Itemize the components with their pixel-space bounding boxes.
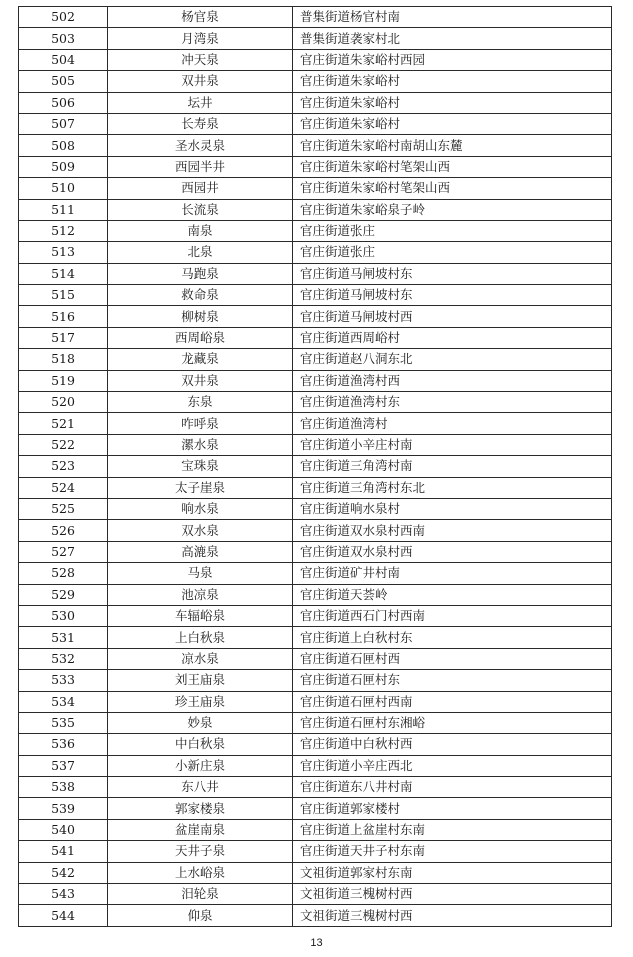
row-number: 527 xyxy=(19,541,108,562)
spring-location: 官庄街道中白秋村西 xyxy=(293,734,612,755)
row-number: 521 xyxy=(19,413,108,434)
table-row xyxy=(19,477,612,498)
spring-location: 官庄街道上盆崖村东南 xyxy=(293,819,612,840)
spring-name: 漯水泉 xyxy=(108,434,293,455)
spring-name: 上白秋泉 xyxy=(108,627,293,648)
table-row xyxy=(19,627,612,648)
spring-location: 官庄街道三角湾村东北 xyxy=(293,477,612,498)
spring-location: 官庄街道张庄 xyxy=(293,242,612,263)
table-row xyxy=(19,92,612,113)
spring-location: 官庄街道马闸坡村西 xyxy=(293,306,612,327)
spring-name: 太子崖泉 xyxy=(108,477,293,498)
row-number: 524 xyxy=(19,477,108,498)
spring-name: 天井子泉 xyxy=(108,841,293,862)
spring-location: 官庄街道双水泉村西南 xyxy=(293,520,612,541)
spring-name: 上水峪泉 xyxy=(108,862,293,883)
spring-name: 仰泉 xyxy=(108,905,293,926)
spring-location: 官庄街道郭家楼村 xyxy=(293,798,612,819)
spring-name: 刘王庙泉 xyxy=(108,670,293,691)
spring-name: 池凉泉 xyxy=(108,584,293,605)
spring-location: 官庄街道赵八洞东北 xyxy=(293,349,612,370)
table-row xyxy=(19,199,612,220)
row-number: 525 xyxy=(19,498,108,519)
table-row xyxy=(19,884,612,905)
table-row xyxy=(19,7,612,28)
spring-table-body xyxy=(19,7,612,927)
row-number: 507 xyxy=(19,113,108,134)
spring-name: 月湾泉 xyxy=(108,28,293,49)
table-row xyxy=(19,178,612,199)
row-number: 504 xyxy=(19,49,108,70)
spring-name: 马泉 xyxy=(108,563,293,584)
spring-name: 长寿泉 xyxy=(108,113,293,134)
row-number: 512 xyxy=(19,220,108,241)
row-number: 540 xyxy=(19,819,108,840)
table-row xyxy=(19,71,612,92)
spring-location: 官庄街道西周峪村 xyxy=(293,327,612,348)
table-row xyxy=(19,456,612,477)
spring-location: 官庄街道渔湾村西 xyxy=(293,370,612,391)
spring-name: 龙藏泉 xyxy=(108,349,293,370)
table-row xyxy=(19,498,612,519)
spring-name: 汨轮泉 xyxy=(108,884,293,905)
table-row xyxy=(19,905,612,926)
row-number: 522 xyxy=(19,434,108,455)
row-number: 535 xyxy=(19,712,108,733)
row-number: 503 xyxy=(19,28,108,49)
spring-location: 官庄街道东八井村南 xyxy=(293,777,612,798)
table-row xyxy=(19,691,612,712)
table-row xyxy=(19,584,612,605)
row-number: 537 xyxy=(19,755,108,776)
table-row xyxy=(19,28,612,49)
spring-location: 官庄街道小辛庄西北 xyxy=(293,755,612,776)
spring-location: 官庄街道朱家峪村笔架山西 xyxy=(293,178,612,199)
spring-name: 咋呼泉 xyxy=(108,413,293,434)
spring-name: 双井泉 xyxy=(108,370,293,391)
table-row xyxy=(19,670,612,691)
table-row xyxy=(19,306,612,327)
row-number: 518 xyxy=(19,349,108,370)
table-row xyxy=(19,755,612,776)
table-row xyxy=(19,370,612,391)
table-row xyxy=(19,862,612,883)
table-row xyxy=(19,135,612,156)
spring-location: 官庄街道三角湾村南 xyxy=(293,456,612,477)
row-number: 510 xyxy=(19,178,108,199)
spring-name: 冲天泉 xyxy=(108,49,293,70)
spring-location: 普集街道袭家村北 xyxy=(293,28,612,49)
row-number: 539 xyxy=(19,798,108,819)
table-row xyxy=(19,220,612,241)
spring-location: 官庄街道石匣村东湘峪 xyxy=(293,712,612,733)
spring-location: 官庄街道马闸坡村东 xyxy=(293,263,612,284)
table-row xyxy=(19,648,612,669)
row-number: 519 xyxy=(19,370,108,391)
row-number: 508 xyxy=(19,135,108,156)
row-number: 536 xyxy=(19,734,108,755)
table-row xyxy=(19,49,612,70)
spring-location: 官庄街道朱家峪村 xyxy=(293,92,612,113)
spring-name: 郭家楼泉 xyxy=(108,798,293,819)
spring-location: 官庄街道双水泉村西 xyxy=(293,541,612,562)
spring-name: 柳树泉 xyxy=(108,306,293,327)
spring-name: 响水泉 xyxy=(108,498,293,519)
row-number: 542 xyxy=(19,862,108,883)
page-number: 13 xyxy=(310,937,323,949)
row-number: 531 xyxy=(19,627,108,648)
table-row xyxy=(19,242,612,263)
spring-name: 坛井 xyxy=(108,92,293,113)
spring-location: 官庄街道渔湾村东 xyxy=(293,392,612,413)
spring-name: 圣水灵泉 xyxy=(108,135,293,156)
table-row xyxy=(19,841,612,862)
spring-location: 官庄街道马闸坡村东 xyxy=(293,285,612,306)
table-row xyxy=(19,712,612,733)
row-number: 514 xyxy=(19,263,108,284)
spring-location: 官庄街道天井子村东南 xyxy=(293,841,612,862)
row-number: 526 xyxy=(19,520,108,541)
row-number: 506 xyxy=(19,92,108,113)
spring-name: 东泉 xyxy=(108,392,293,413)
row-number: 529 xyxy=(19,584,108,605)
table-row xyxy=(19,605,612,626)
spring-location: 官庄街道石匣村西南 xyxy=(293,691,612,712)
spring-name: 双井泉 xyxy=(108,71,293,92)
spring-name: 西园井 xyxy=(108,178,293,199)
row-number: 523 xyxy=(19,456,108,477)
row-number: 538 xyxy=(19,777,108,798)
row-number: 528 xyxy=(19,563,108,584)
row-number: 544 xyxy=(19,905,108,926)
spring-location: 官庄街道朱家峪村笔架山西 xyxy=(293,156,612,177)
spring-location: 普集街道杨官村南 xyxy=(293,7,612,28)
spring-name: 宝珠泉 xyxy=(108,456,293,477)
spring-name: 西周峪泉 xyxy=(108,327,293,348)
row-number: 534 xyxy=(19,691,108,712)
spring-name: 妙泉 xyxy=(108,712,293,733)
spring-location: 官庄街道矿井村南 xyxy=(293,563,612,584)
spring-name: 南泉 xyxy=(108,220,293,241)
row-number: 509 xyxy=(19,156,108,177)
row-number: 502 xyxy=(19,7,108,28)
spring-location: 官庄街道朱家峪村南胡山东麓 xyxy=(293,135,612,156)
table-row xyxy=(19,520,612,541)
spring-location: 文祖街道三槐树村西 xyxy=(293,905,612,926)
table-row xyxy=(19,285,612,306)
spring-name: 杨官泉 xyxy=(108,7,293,28)
spring-name: 凉水泉 xyxy=(108,648,293,669)
row-number: 530 xyxy=(19,605,108,626)
spring-name: 车辐峪泉 xyxy=(108,605,293,626)
table-row xyxy=(19,327,612,348)
row-number: 541 xyxy=(19,841,108,862)
spring-location: 官庄街道朱家峪泉子岭 xyxy=(293,199,612,220)
spring-name: 北泉 xyxy=(108,242,293,263)
table-row xyxy=(19,392,612,413)
table-row xyxy=(19,413,612,434)
row-number: 515 xyxy=(19,285,108,306)
spring-name: 高漉泉 xyxy=(108,541,293,562)
spring-name: 马跑泉 xyxy=(108,263,293,284)
row-number: 505 xyxy=(19,71,108,92)
spring-location: 官庄街道张庄 xyxy=(293,220,612,241)
table-row xyxy=(19,777,612,798)
table-row xyxy=(19,113,612,134)
spring-name: 盆崖南泉 xyxy=(108,819,293,840)
spring-location: 官庄街道朱家峪村西园 xyxy=(293,49,612,70)
spring-name: 小新庄泉 xyxy=(108,755,293,776)
spring-name: 珍王庙泉 xyxy=(108,691,293,712)
spring-location: 官庄街道西石门村西南 xyxy=(293,605,612,626)
row-number: 532 xyxy=(19,648,108,669)
table-row xyxy=(19,819,612,840)
spring-location: 官庄街道上白秋村东 xyxy=(293,627,612,648)
spring-location: 官庄街道朱家峪村 xyxy=(293,71,612,92)
table-row xyxy=(19,798,612,819)
spring-name: 长流泉 xyxy=(108,199,293,220)
row-number: 513 xyxy=(19,242,108,263)
row-number: 520 xyxy=(19,392,108,413)
spring-name: 双水泉 xyxy=(108,520,293,541)
spring-name: 西园半井 xyxy=(108,156,293,177)
spring-location: 官庄街道石匣村东 xyxy=(293,670,612,691)
table-row xyxy=(19,263,612,284)
table-row xyxy=(19,734,612,755)
table-row xyxy=(19,156,612,177)
spring-table xyxy=(18,6,612,927)
table-row xyxy=(19,563,612,584)
spring-location: 官庄街道渔湾村 xyxy=(293,413,612,434)
spring-location: 文祖街道郭家村东南 xyxy=(293,862,612,883)
spring-location: 官庄街道天荟岭 xyxy=(293,584,612,605)
row-number: 511 xyxy=(19,199,108,220)
spring-name: 救命泉 xyxy=(108,285,293,306)
spring-location: 官庄街道朱家峪村 xyxy=(293,113,612,134)
table-row xyxy=(19,541,612,562)
spring-name: 中白秋泉 xyxy=(108,734,293,755)
row-number: 533 xyxy=(19,670,108,691)
spring-location: 官庄街道小辛庄村南 xyxy=(293,434,612,455)
table-row xyxy=(19,434,612,455)
spring-location: 文祖街道三槐树村西 xyxy=(293,884,612,905)
spring-location: 官庄街道石匣村西 xyxy=(293,648,612,669)
row-number: 517 xyxy=(19,327,108,348)
row-number: 543 xyxy=(19,884,108,905)
spring-name: 东八井 xyxy=(108,777,293,798)
row-number: 516 xyxy=(19,306,108,327)
table-row xyxy=(19,349,612,370)
spring-location: 官庄街道响水泉村 xyxy=(293,498,612,519)
